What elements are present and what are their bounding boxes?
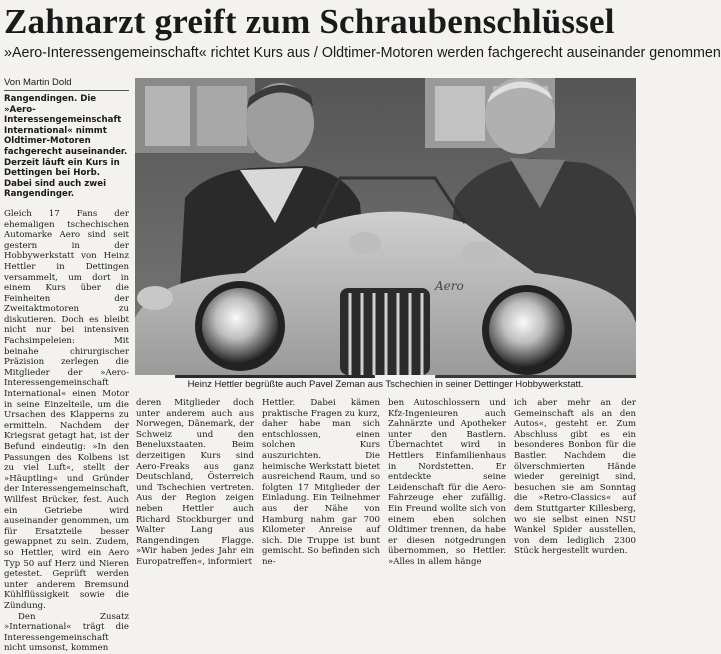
car-badge-text: Aero [435,279,464,293]
column-4-body: ben Autoschlossern und Kfz-Ingenieuren auch Zahnärzte und Apotheker unter den Bastlern. Übernachtet wird in Hettlers Einfamilienhaus in Nordstetten. Er entdeckte seine Leidenschaft für die Aero-Fahrzeuge eher zufällig. Ein Freund wollte sich von einem eben solchen Oldtimer trennen, da habe er diesen notgedrungen übernommen, so Hettler. »Alles in allem hänge [388,398,506,567]
column-3 [262,398,380,567]
article-photo [135,78,636,375]
workshop-photo-illustration [135,78,636,375]
article-subheadline: »Aero-Interessengemeinschaft« richtet Kurs aus / Oldtimer-Motoren werden fachgerecht auseinander genommen [4,45,721,61]
column-1 [4,94,129,654]
column-5-body: ich aber mehr an der Gemeinschaft als an den Autos«, gesteht er. Zum Abschluss gibt es ein besonderes Bonbon für die Bastler. Nachdem die ölverschmierten Hände wieder gereinigt sind, besuchen sie am Sonntag die »Retro-Classics« auf dem Stuttgarter Killesberg, wo sie selbst einen NSU Wankel Spider ausstellen, von dem lediglich 2300 Stück hergestellt wurden. [514,398,636,557]
article-author: Von Martin Dold [4,77,72,88]
column-1-body: Gleich 17 Fans der ehemaligen tschechischen Automarke Aero sind seit gestern in der Hobbywerkstatt von Heinz Hettler in Dettingen versammelt, um dort in einem Kurs über die Feinheiten der Zweitaktmotoren zu diskutieren. Doch es bleibt nicht nur bei intensiven Fachsimpeleien: Mit beinahe chirurgischer Präzision zerlegen die Mitglieder der »Aero-Interessengemeinschaft International« einen Motor in seine Einzelteile, um die Ursachen des Klapperns zu ermitteln. Nachdem der Kriegsrat getagt hat, ist der Befund eindeutig: »In den Passungen des Kolbens ist zu viel Luft«, stellt der »Häuptling« und Gründer der Interessengemeinschaft, Willfest Brücker, fest. Auch ein Getriebe wird auseinander genommen, um für Ersatzteile besser gewappnet zu sein. Zudem, so Hettler, wird ein Aero Typ 50 auf Herz und Nieren getestet. Geprüft werden unter anderem Bremsund Kühlflüssigkeit sowie die Zündung. [4,208,129,611]
column-1-tail: Den Zusatz »International« trägt die Interessengemeinschaft nicht umsonst, kommen [4,611,129,654]
column-3-body: Hettler. Dabei kämen praktische Fragen zu kurz, daher habe man sich entschlossen, einen solchen Kurs auszurichten. Die heimische Werkstatt bietet ausreichend Raum, und so folgten 17 Mitglieder der Einladung. Ein Teilnehmer aus der Nähe von Hamburg nahm gar 700 Kilometer Anreise auf sich. Die Truppe ist bunt gemischt. So befinden sich ne- [262,398,380,567]
column-2 [136,398,254,567]
column-4 [388,398,506,567]
author-divider [4,90,129,91]
article-headline: Zahnarzt greift zum Schraubenschlüssel [4,2,615,41]
column-2-body: deren Mitglieder doch unter anderem auch aus Norwegen, Dänemark, der Schweiz und den Beneluxstaaten. Beim derzeitigen Kurs sind Aero-Freaks aus ganz Deutschland, Österreich und Tschechien vertreten. Aus der Region zeigen neben Hettler auch Richard Stockburger und Walter Lang aus Rangendingen Flagge. »Wir haben jedes Jahr ein Europatreffen«, informiert [136,398,254,567]
column-5 [514,398,636,557]
photo-caption: Heinz Hettler begrüßte auch Pavel Zeman aus Tschechien in seiner Dettinger Hobbywerkstatt. [187,379,584,390]
article-lead: Rangendingen. Die »Aero-Interessengemeinschaft International« nimmt Oldtimer-Motoren fachgerecht auseinander. Derzeit läuft ein Kurs in Dettingen bei Horb. Dabei sind auch zwei Rangendinger. [4,94,128,200]
